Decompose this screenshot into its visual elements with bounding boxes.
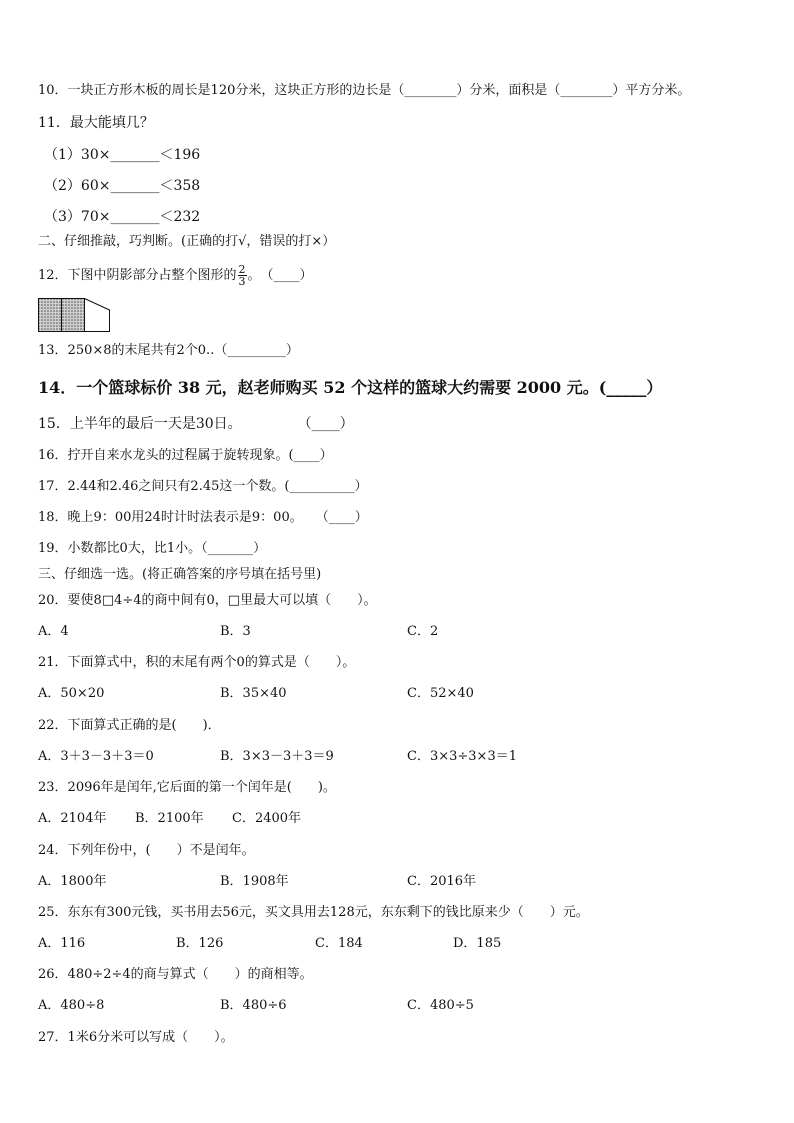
q25-option-d: D．185	[453, 936, 502, 951]
q12	[38, 264, 313, 287]
q25-option-c: C．184	[315, 936, 363, 951]
q20-option-c: C．2	[407, 624, 439, 639]
q26-option-a: A．480÷8	[38, 998, 105, 1013]
q23-option-a: A．2104年	[38, 811, 107, 826]
q24-option-a: A．1800年	[38, 874, 107, 889]
q25-stem: 25．东东有300元钱，买书用去56元，买文具用去128元，东东剩下的钱比原来少（ ）元。	[38, 905, 589, 920]
q24-stem: 24．下列年份中，( ）不是闰年。	[38, 843, 255, 858]
section-2-heading: 二、仔细推敲，巧判断。(正确的打√，错误的打×）	[38, 234, 336, 249]
q20-option-b: B．3	[220, 624, 251, 639]
q23-option-b: B．2100年	[135, 811, 204, 826]
q25-option-b: B．126	[176, 936, 224, 951]
q22-stem: 22．下面算式正确的是( )．	[38, 718, 221, 733]
q21-option-b: B．35×40	[220, 686, 287, 701]
q24-option-c: C．2016年	[407, 874, 477, 889]
q22-option-b: B．3×3－3＋3＝9	[220, 749, 334, 764]
shaded-figure	[38, 298, 112, 334]
q13: 13．250×8的末尾共有2个0..（_________）	[38, 343, 299, 358]
q12-fraction-num: 2	[238, 263, 246, 276]
shaded-part-1	[39, 299, 62, 332]
q11-item-2: （2）60×_______＜358	[44, 178, 201, 194]
q23-stem: 23．2096年是闰年,它后面的第一个闰年是( )。	[38, 780, 336, 795]
shaded-part-2	[62, 299, 85, 332]
q27: 27．1米6分米可以写成（ ）。	[38, 1030, 234, 1045]
q18: 18．晚上9：00用24时计时法表示是9：00。 （____）	[38, 510, 368, 525]
q17: 17．2.44和2.46之间只有2.45这一个数。(__________）	[38, 479, 368, 494]
q25-option-a: A．116	[38, 936, 86, 951]
q12-prefix: 12．下图中阴影部分占整个图形的	[38, 268, 237, 283]
q14: 14．一个篮球标价 38 元，赵老师购买 52 个这样的篮球大约需要 2000 元。(_____）	[38, 378, 663, 397]
q22-option-c: C．3×3÷3×3＝1	[407, 749, 517, 764]
q11-stem: 11．最大能填几？	[38, 115, 154, 131]
q12-fraction-den: 3	[238, 275, 246, 288]
q21-option-a: A．50×20	[38, 686, 105, 701]
q22-option-a: A．3＋3－3＋3＝0	[38, 749, 154, 764]
q26-option-b: B．480÷6	[220, 998, 287, 1013]
q21-option-c: C．52×40	[407, 686, 474, 701]
q21-stem: 21．下面算式中，积的末尾有两个0的算式是（ ）。	[38, 655, 356, 670]
section-3-heading: 三、仔细选一选。(将正确答案的序号填在括号里)	[38, 567, 322, 582]
q12-suffix: 。 （____）	[247, 268, 313, 283]
q16: 16．拧开自来水龙头的过程属于旋转现象。(____）	[38, 448, 333, 463]
q12-fraction	[238, 264, 247, 287]
q10: 10．一块正方形木板的周长是120分米，这块正方形的边长是（________）分米，面积是（________）平方分米。	[38, 83, 691, 98]
q20-stem: 20．要使8□4÷4的商中间有0，□里最大可以填（ ）。	[38, 593, 377, 608]
q26-option-c: C．480÷5	[407, 998, 474, 1013]
unshaded-part	[85, 299, 110, 332]
q11-item-3: （3）70×_______＜232	[44, 209, 201, 225]
q15: 15．上半年的最后一天是30日。 （____）	[38, 416, 354, 432]
q11-item-1: （1）30×_______＜196	[44, 147, 201, 163]
q23-option-c: C．2400年	[232, 811, 302, 826]
q26-stem: 26．480÷2÷4的商与算式（ ）的商相等。	[38, 967, 313, 982]
q20-option-a: A．4	[38, 624, 69, 639]
q19: 19．小数都比0大，比1小。（_______）	[38, 541, 267, 556]
q24-option-b: B．1908年	[220, 874, 289, 889]
